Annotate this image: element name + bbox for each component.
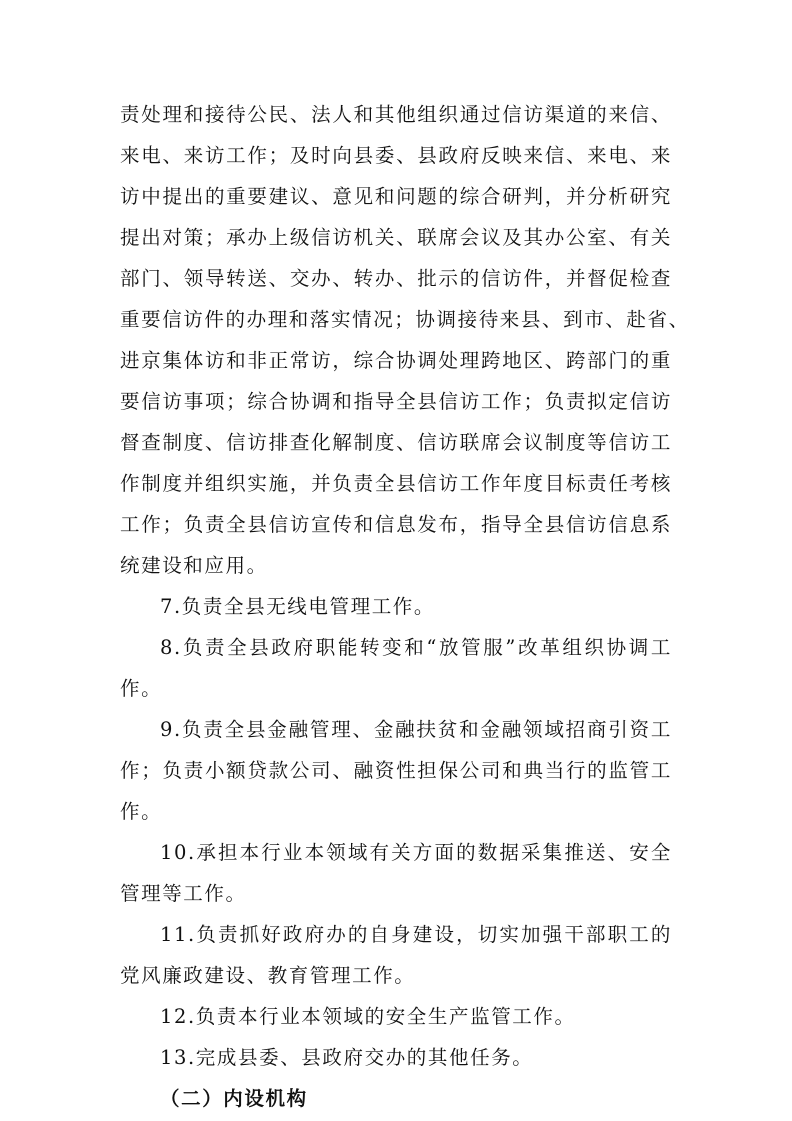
paragraph-line-5: 部门、领导转送、交办、转办、批示的信访件，并督促检查 [120,267,672,290]
item-9-line-1: 9.负责全县金融管理、金融扶贫和金融领域招商引资工 [160,718,672,741]
paragraph-line-8: 要信访事项；综合协调和指导全县信访工作；负责拟定信访 [120,390,672,413]
paragraph-line-6: 重要信访件的办理和落实情况；协调接待来县、到市、赴省、 [120,308,690,331]
paragraph-line-4: 提出对策；承办上级信访机关、联席会议及其办公室、有关 [120,226,672,249]
item-9-line-3: 作。 [120,800,163,823]
item-12-line-1: 12.负责本行业本领域的安全生产监管工作。 [160,1005,576,1028]
paragraph-line-1: 责处理和接待公民、法人和其他组织通过信访渠道的来信、 [120,103,672,126]
paragraph-line-2: 来电、来访工作；及时向县委、县政府反映来信、来电、来 [120,144,672,167]
item-11-line-1: 11.负责抓好政府办的自身建设，切实加强干部职工的 [160,923,672,946]
paragraph-line-7: 进京集体访和非正常访，综合协调处理跨地区、跨部门的重 [120,349,672,372]
item-10-line-2: 管理等工作。 [120,882,247,905]
paragraph-line-9: 督查制度、信访排查化解制度、信访联席会议制度等信访工 [120,431,672,454]
item-9-line-2: 作；负责小额贷款公司、融资性担保公司和典当行的监管工 [120,759,672,782]
item-11-line-2: 党风廉政建设、教育管理工作。 [120,964,416,987]
paragraph-line-11: 工作；负责全县信访宣传和信息发布，指导全县信访信息系 [120,513,672,536]
paragraph-line-10: 作制度并组织实施，并负责全县信访工作年度目标责任考核 [120,472,672,495]
item-8-line-2: 作。 [120,677,163,700]
item-8-line-1: 8.负责全县政府职能转变和“放管服”改革组织协调工 [160,636,672,659]
section-heading: （二）内设机构 [160,1087,308,1110]
paragraph-line-3: 访中提出的重要建议、意见和问题的综合研判，并分析研究 [120,185,672,208]
item-10-line-1: 10.承担本行业本领域有关方面的数据采集推送、安全 [160,841,672,864]
paragraph-line-12: 统建设和应用。 [120,554,268,577]
item-7-line-1: 7.负责全县无线电管理工作。 [160,595,436,618]
item-13-line-1: 13.完成县委、县政府交办的其他任务。 [160,1046,534,1069]
